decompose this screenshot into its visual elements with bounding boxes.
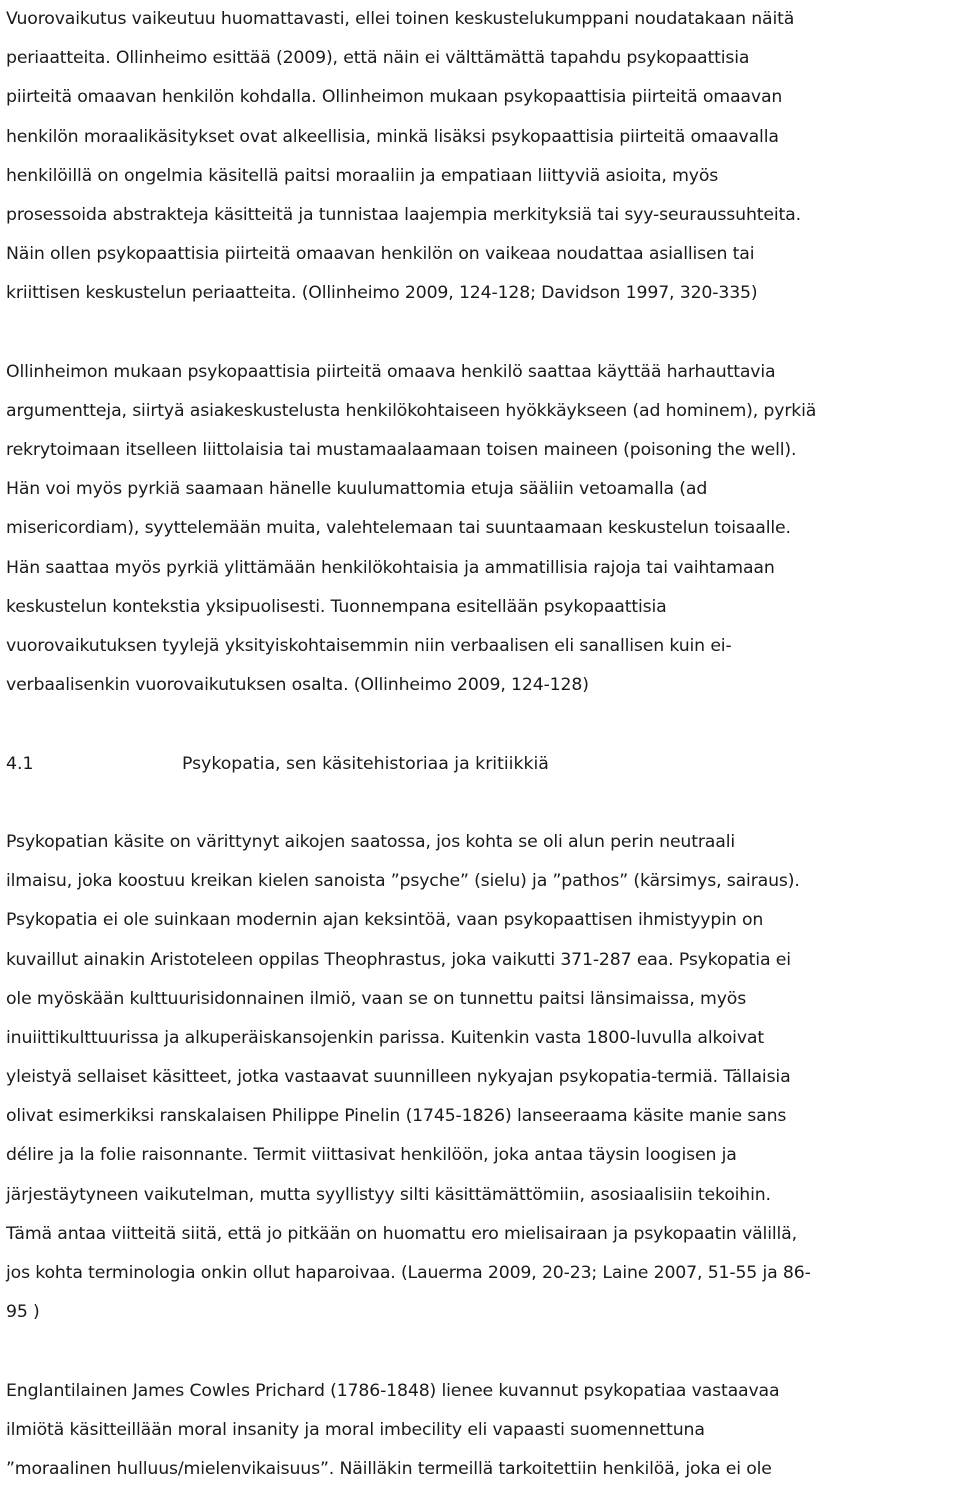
- text-line: Hän saattaa myös pyrkiä ylittämään henkilökohtaisia ja ammatillisia rajoja tai vaihtamaan: [6, 557, 775, 578]
- text-line: Englantilainen James Cowles Prichard (1786-1848) lienee kuvannut psykopatiaa vastaavaa: [6, 1380, 780, 1401]
- text-line: henkilöillä on ongelmia käsitellä paitsi moraaliin ja empatiaan liittyviä asioita, myös: [6, 165, 719, 186]
- text-line: misericordiam), syyttelemään muita, valehtelemaan tai suuntaamaan keskustelun toisaalle.: [6, 518, 791, 539]
- text-line: verbaalisenkin vuorovaikutuksen osalta. (Ollinheimo 2009, 124-128): [6, 675, 589, 696]
- text-line: prosessoida abstrakteja käsitteitä ja tunnistaa laajempia merkityksiä tai syy-seuraussuhteita.: [6, 204, 801, 225]
- text-line: ole myöskään kulttuurisidonnainen ilmiö, vaan se on tunnettu paitsi länsimaissa, myös: [6, 988, 747, 1009]
- text-line: Vuorovaikutus vaikeutuu huomattavasti, ellei toinen keskustelukumppani noudatakaan näitä: [6, 9, 795, 29]
- text-line: henkilön moraalikäsitykset ovat alkeellisia, minkä lisäksi psykopaattisia piirteitä omaavalla: [6, 126, 779, 147]
- text-line: ilmaisu, joka koostuu kreikan kielen sanoista ”psyche” (sielu) ja ”pathos” (kärsimys, sairaus).: [6, 871, 800, 892]
- section-number: 4.1: [6, 753, 34, 774]
- text-line: ilmiötä käsitteillään moral insanity ja moral imbecility eli vapaasti suomennettuna: [6, 1419, 705, 1440]
- paragraph-spacer: [6, 784, 958, 823]
- text-line: periaatteita. Ollinheimo esittää (2009), että näin ei välttämättä tapahdu psykopaattisia: [6, 48, 750, 69]
- text-line: jos kohta terminologia onkin ollut haparoivaa. (Lauerma 2009, 20-23; Laine 2007, 51-55 ja 86-: [6, 1263, 811, 1283]
- text-line: olivat esimerkiksi ranskalaisen Philippe Pinelin (1745-1826) lanseeraama käsite manie sans: [6, 1106, 787, 1127]
- paragraph-1: [6, 0, 958, 314]
- text-line: argumentteja, siirtyä asiakeskustelusta henkilökohtaiseen hyökkäykseen (ad hominem), pyrkiä: [6, 400, 817, 421]
- paragraph-spacer: [6, 705, 958, 744]
- text-line: 95 ): [6, 1302, 40, 1323]
- section-title: Psykopatia, sen käsitehistoriaa ja kritiikkiä: [182, 753, 549, 774]
- text-line: rekrytoimaan itselleen liittolaisia tai mustamaalaamaan toisen maineen (poisoning the well).: [6, 440, 797, 461]
- paragraph-4: [6, 1372, 958, 1489]
- text-line: ”moraalinen hulluus/mielenvikaisuus”. Näilläkin termeillä tarkoitettiin henkilöä, joka ei ole: [6, 1458, 772, 1479]
- paragraph-2: [6, 353, 958, 706]
- section-heading: [6, 745, 958, 784]
- text-line: järjestäytyneen vaikutelman, mutta syyllistyy silti käsittämättömiin, asosiaalisiin tekoihin.: [6, 1184, 771, 1205]
- text-line: piirteitä omaavan henkilön kohdalla. Ollinheimon mukaan psykopaattisia piirteitä omaavan: [6, 87, 783, 108]
- paragraph-3: [6, 823, 958, 1332]
- text-line: keskustelun kontekstia yksipuolisesti. Tuonnempana esitellään psykopaattisia: [6, 596, 667, 617]
- text-line: vuorovaikutuksen tyylejä yksityiskohtaisemmin niin verbaalisen eli sanallisen kuin ei-: [6, 636, 732, 656]
- text-line: kuvaillut ainakin Aristoteleen oppilas Theophrastus, joka vaikutti 371-287 eaa. Psykopatia ei: [6, 949, 791, 970]
- text-line: Näin ollen psykopaattisia piirteitä omaavan henkilön on vaikeaa noudattaa asiallisen tai: [6, 244, 755, 265]
- text-line: kriittisen keskustelun periaatteita. (Ollinheimo 2009, 124-128; Davidson 1997, 320-335): [6, 283, 758, 304]
- text-line: délire ja la folie raisonnante. Termit viittasivat henkilöön, joka antaa täysin loogisen ja: [6, 1145, 737, 1166]
- paragraph-spacer: [6, 314, 958, 353]
- text-line: Psykopatian käsite on värittynyt aikojen saatossa, jos kohta se oli alun perin neutraali: [6, 831, 735, 852]
- text-line: Hän voi myös pyrkiä saamaan hänelle kuulumattomia etuja sääliin vetoamalla (ad: [6, 479, 708, 500]
- document-page: [6, 0, 958, 1489]
- text-line: Psykopatia ei ole suinkaan modernin ajan keksintöä, vaan psykopaattisen ihmistyypin on: [6, 910, 764, 931]
- text-line: inuiittikulttuurissa ja alkuperäiskansojenkin parissa. Kuitenkin vasta 1800-luvulla alkoivat: [6, 1027, 764, 1048]
- text-line: yleistyä sellaiset käsitteet, jotka vastaavat suunnilleen nykyajan psykopatia-termiä. Tällaisia: [6, 1067, 791, 1088]
- text-line: Tämä antaa viitteitä siitä, että jo pitkään on huomattu ero mielisairaan ja psykopaatin välillä,: [6, 1223, 797, 1244]
- paragraph-spacer: [6, 1332, 958, 1371]
- text-line: Ollinheimon mukaan psykopaattisia piirteitä omaava henkilö saattaa käyttää harhauttavia: [6, 361, 776, 382]
